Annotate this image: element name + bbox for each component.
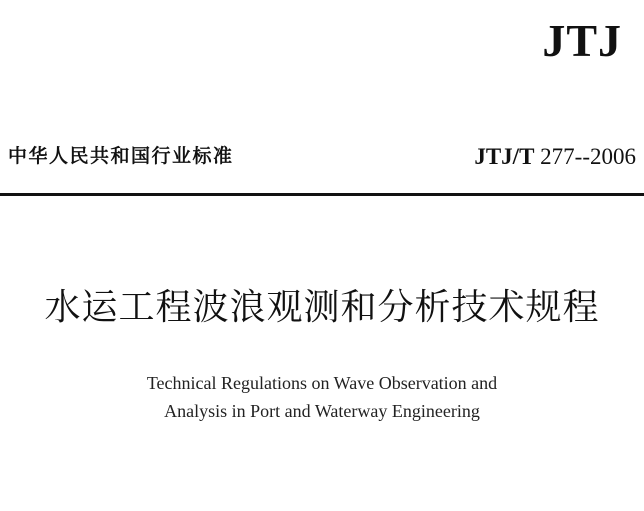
industry-standard-label: 中华人民共和国行业标准 [8, 145, 234, 167]
standard-number-code: 277--2006 [540, 144, 636, 169]
header-divider [0, 193, 644, 196]
jtj-logo: JTJ [542, 15, 622, 66]
document-title-english-line-2: Analysis in Port and Waterway Engineering [164, 401, 480, 421]
standard-number [474, 145, 636, 168]
standard-number-prefix: JTJ/T [474, 144, 535, 169]
document-title-chinese: 水运工程波浪观测和分析技术规程 [44, 287, 600, 328]
document-title-english-line-1: Technical Regulations on Wave Observation and [146, 373, 498, 393]
